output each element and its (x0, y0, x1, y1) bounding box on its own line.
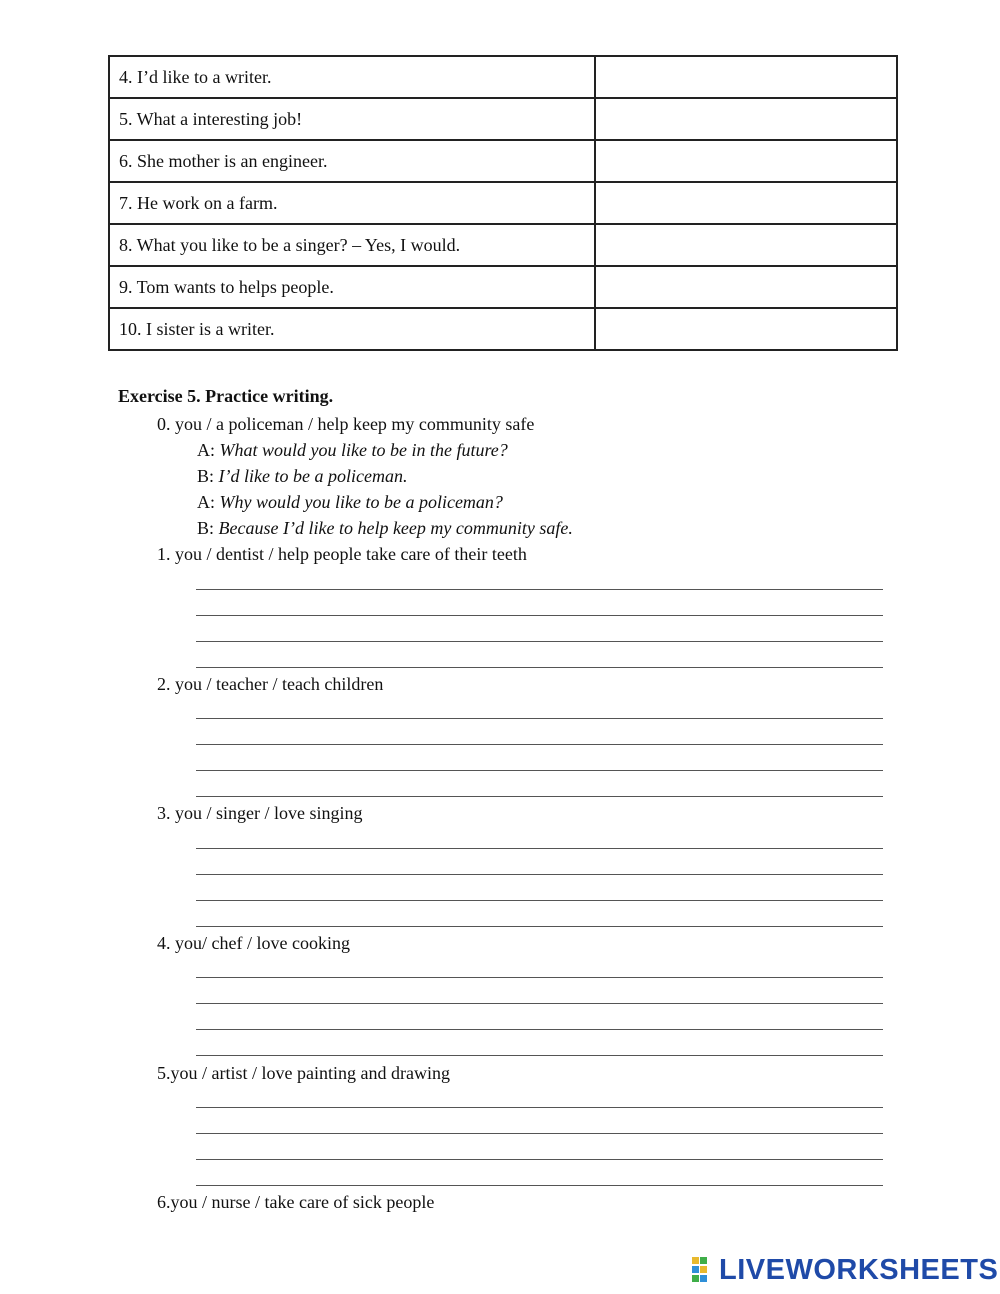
example-dialog-line (197, 464, 407, 488)
writing-line[interactable] (196, 848, 883, 849)
table-row (109, 224, 897, 266)
table-row (109, 56, 897, 98)
sentence-cell: 5. What a interesting job! (109, 98, 595, 140)
dialog-text: Because I’d like to help keep my community safe. (218, 518, 573, 538)
speaker-label: B: (197, 518, 215, 538)
sentence-cell: 6. She mother is an engineer. (109, 140, 595, 182)
answer-box[interactable] (596, 225, 896, 265)
table-row (109, 266, 897, 308)
example-dialog-line (197, 516, 573, 540)
writing-line[interactable] (196, 1133, 883, 1134)
table-row (109, 182, 897, 224)
speaker-label: A: (197, 492, 215, 512)
writing-line[interactable] (196, 1055, 883, 1056)
answer-cell (595, 266, 897, 308)
writing-line[interactable] (196, 589, 883, 590)
writing-line[interactable] (196, 744, 883, 745)
logo-text: LIVEWORKSHEETS (719, 1253, 999, 1286)
writing-line[interactable] (196, 770, 883, 771)
example-prompt: 0. you / a policeman / help keep my community safe (157, 414, 535, 434)
dialog-text: I’d like to be a policeman. (218, 466, 408, 486)
writing-prompt: 3. you / singer / love singing (157, 803, 363, 823)
writing-line[interactable] (196, 796, 883, 797)
writing-line[interactable] (196, 615, 883, 616)
writing-line[interactable] (196, 926, 883, 927)
example-dialog-line (197, 438, 508, 462)
sentence-cell: 9. Tom wants to helps people. (109, 266, 595, 308)
writing-prompt: 5.you / artist / love painting and drawing (157, 1063, 450, 1083)
answer-box[interactable] (596, 309, 896, 349)
writing-line[interactable] (196, 1029, 883, 1030)
answer-box[interactable] (596, 57, 896, 97)
sentence-cell: 10. I sister is a writer. (109, 308, 595, 350)
sentence-cell: 4. I’d like to a writer. (109, 56, 595, 98)
sentence-cell: 7. He work on a farm. (109, 182, 595, 224)
writing-prompt: 2. you / teacher / teach children (157, 674, 384, 694)
writing-prompt: 6.you / nurse / take care of sick people (157, 1192, 435, 1212)
answer-box[interactable] (596, 183, 896, 223)
dialog-text: What would you like to be in the future? (219, 440, 508, 460)
exercise-title: Exercise 5. Practice writing. (118, 386, 334, 406)
answer-cell (595, 308, 897, 350)
writing-prompt: 1. you / dentist / help people take care of their teeth (157, 544, 527, 564)
speaker-label: B: (197, 466, 215, 486)
speaker-label: A: (197, 440, 215, 460)
writing-line[interactable] (196, 1185, 883, 1186)
liveworksheets-logo (692, 1254, 998, 1286)
logo-blocks-icon (692, 1257, 716, 1283)
answer-cell (595, 98, 897, 140)
writing-line[interactable] (196, 977, 883, 978)
writing-line[interactable] (196, 641, 883, 642)
answer-cell (595, 56, 897, 98)
answer-cell (595, 224, 897, 266)
dialog-text: Why would you like to be a policeman? (219, 492, 503, 512)
writing-line[interactable] (196, 900, 883, 901)
table-row (109, 308, 897, 350)
table-row (109, 98, 897, 140)
writing-line[interactable] (196, 667, 883, 668)
writing-line[interactable] (196, 1107, 883, 1108)
answer-box[interactable] (596, 141, 896, 181)
sentence-cell: 8. What you like to be a singer? – Yes, I would. (109, 224, 595, 266)
example-dialog-line (197, 490, 503, 514)
writing-line[interactable] (196, 874, 883, 875)
writing-line[interactable] (196, 718, 883, 719)
answer-box[interactable] (596, 99, 896, 139)
answer-cell (595, 140, 897, 182)
error-correction-table (108, 55, 898, 351)
writing-prompt: 4. you/ chef / love cooking (157, 933, 350, 953)
writing-line[interactable] (196, 1159, 883, 1160)
answer-box[interactable] (596, 267, 896, 307)
answer-cell (595, 182, 897, 224)
writing-line[interactable] (196, 1003, 883, 1004)
table-row (109, 140, 897, 182)
